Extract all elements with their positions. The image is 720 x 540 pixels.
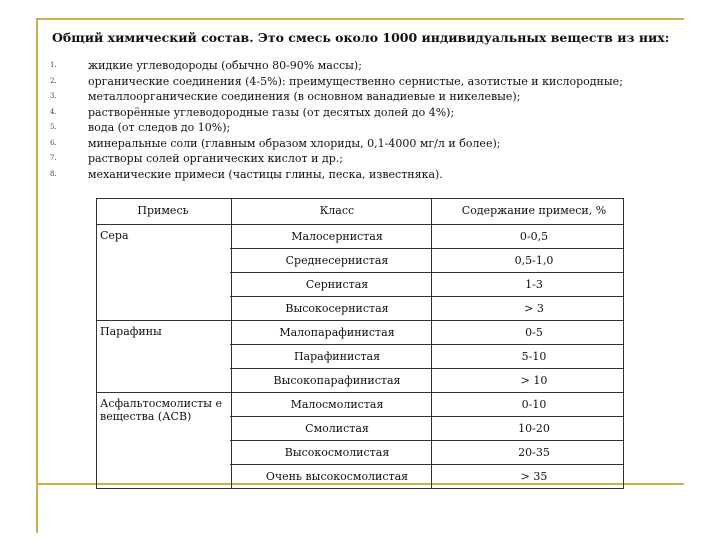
list-text: органические соединения (4-5%): преимущественно сернистые, азотистые и кислородные;: [88, 74, 623, 88]
list-text: минеральные соли (главным образом хлориды, 0,1-4000 мг/л и более);: [88, 136, 501, 150]
group-sulfur: Сера: [100, 228, 129, 242]
column-divider: [431, 198, 432, 489]
value-cell: 5-10: [444, 344, 624, 368]
list-item: [50, 74, 623, 90]
class-cell: Малосернистая: [291, 229, 383, 243]
value-cell: 0,5-1,0: [444, 248, 624, 272]
list-item: [50, 151, 623, 167]
table-row: [96, 392, 624, 416]
list-item: [50, 167, 623, 183]
value-cell: 20-35: [444, 440, 624, 464]
list-number: 2.: [50, 76, 57, 85]
list-number: 7.: [50, 154, 57, 162]
group-paraffins: Парафины: [96, 320, 230, 392]
list-text: металлоорганические соединения (в основном ванадиевые и никелевые);: [88, 90, 521, 103]
list-number: 1.: [50, 61, 57, 69]
column-divider: [231, 198, 232, 489]
value-cell: 10-20: [444, 416, 624, 440]
list-text: вода (от следов до 10%);: [88, 121, 231, 134]
value-cell: 1-3: [444, 272, 624, 296]
header-content: Содержание примеси, %: [444, 198, 624, 224]
value-cell: > 35: [444, 464, 624, 488]
value-cell: 0-0,5: [519, 229, 549, 243]
class-cell: Очень высокосмолистая: [230, 464, 444, 488]
list-text: жидкие углеводороды (обычно 80-90% массы);: [88, 59, 362, 72]
value-cell: > 10: [444, 368, 624, 392]
list-item: [50, 89, 623, 105]
class-cell: Малосмолистая: [230, 392, 444, 416]
table-header-row: [96, 198, 624, 224]
header-class: Класс: [230, 198, 444, 224]
class-cell: Высокосмолистая: [230, 440, 444, 464]
class-cell: Смолистая: [230, 416, 444, 440]
class-cell: Среднесернистая: [230, 248, 444, 272]
list-number: 4.: [50, 107, 57, 116]
composition-list: [50, 58, 623, 182]
list-number: 6.: [50, 138, 57, 147]
top-decor-line: [36, 18, 684, 20]
list-number: 5.: [50, 123, 57, 131]
slide-title: Общий химический состав. Это смесь около 1000 индивидуальных веществ из них:: [52, 30, 670, 45]
table-row: [96, 224, 624, 248]
class-cell: Сернистая: [230, 272, 444, 296]
list-item: [50, 58, 623, 74]
header-impurity: Примесь: [96, 198, 230, 224]
value-cell: 0-10: [444, 392, 624, 416]
list-number: 3.: [50, 92, 57, 100]
left-decor-line: [36, 18, 38, 533]
list-item: [50, 136, 623, 152]
value-cell: 0-5: [444, 320, 624, 344]
class-cell: Парафинистая: [230, 344, 444, 368]
list-item: [50, 105, 623, 121]
list-number: 8.: [50, 169, 57, 178]
impurity-table: [96, 198, 624, 488]
value-cell: > 3: [444, 296, 624, 320]
class-cell: Малопарафинистая: [230, 320, 444, 344]
table-row: [96, 320, 624, 344]
class-cell: Высокопарафинистая: [230, 368, 444, 392]
list-text: растворы солей органических кислот и др.;: [88, 152, 343, 165]
class-cell: Высокосернистая: [230, 296, 444, 320]
list-text: механические примеси (частицы глины, песка, известняка).: [88, 167, 443, 181]
list-item: [50, 120, 623, 136]
group-asphaltenes: Асфальтосмолисты е вещества (АСВ): [96, 392, 230, 488]
list-text: растворённые углеводородные газы (от десятых долей до 4%);: [88, 105, 455, 119]
